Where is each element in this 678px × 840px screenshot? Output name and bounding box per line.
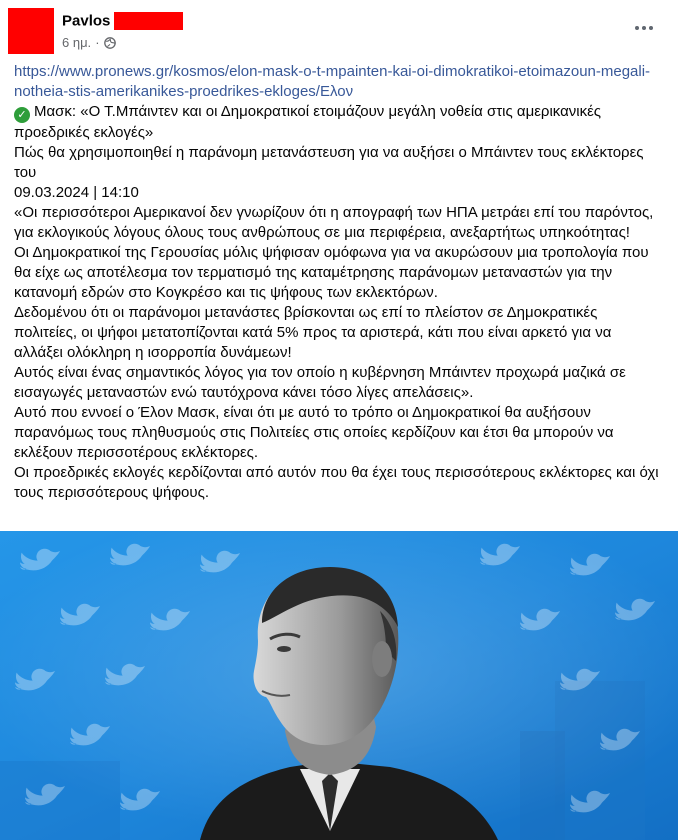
article-link[interactable]: https://www.pronews.gr/kosmos/elon-mask-o-t-mpainten-kai-oi-dimokratikoi-etoimazoun-megali-notheia-stis-amerikanikes-proedrikes-ekloges/Ελον <box>14 63 651 100</box>
paragraph-3: Δεδομένου ότι οι παράνομοι μετανάστες βρίσκονται ως επί το πλείστον σε Δημοκρατικές πολιτείες, οι ψήφοι μετατοπίζονται κατά 5% προς τα αριστερά, κάτι που είναι αρκετό για να αλλάξει ολόκληρη η ισορροπία δυνάμεων! <box>14 304 612 361</box>
post-meta <box>62 35 116 50</box>
meta-separator: · <box>95 35 100 50</box>
author-line <box>62 12 183 32</box>
check-mark-icon: ✓ <box>14 107 30 123</box>
post-date: 09.03.2024 | 14:10 <box>14 184 139 201</box>
post-photo[interactable] <box>0 531 678 840</box>
post-header <box>0 0 678 56</box>
globe-icon[interactable] <box>104 37 116 49</box>
post-text <box>14 62 664 503</box>
paragraph-2: Οι Δημοκρατικοί της Γερουσίας μόλις ψήφισαν ομόφωνα για να ακυρώσουν μια τροπολογία που θα είχε ως αποτέλεσμα τον τερματισμό της καταμέτρησης παράνομων μεταναστών για την κατανομή εδρών στο Κογκρέσο και τις ψήφους των εκλεκτόρων. <box>14 244 649 301</box>
paragraph-1: «Οι περισσότεροι Αμερικανοί δεν γνωρίζουν ότι η απογραφή των ΗΠΑ μετράει επί του παρόντος, για εκλογικούς λόγους όλους τους ανθρώπους σε μια περιφέρεια, ανεξαρτήτως υπηκοότητας! <box>14 204 654 241</box>
post-timestamp[interactable]: 6 ημ. <box>62 35 92 50</box>
paragraph-5: Αυτό που εννοεί ο Έλον Μασκ, είναι ότι με αυτό το τρόπο οι Δημοκρατικοί θα αυξήσουν παρανόμως τους πληθυσμούς στις Πολιτείες στις οποίες κερδίζουν και έτσι θα μπορούν να εκλέξουν περισσοτέρους εκλέκτορες. <box>14 404 614 461</box>
post-headline <box>14 102 664 143</box>
redacted-name-bar <box>114 12 183 30</box>
more-options-icon[interactable] <box>632 22 656 34</box>
avatar[interactable] <box>8 8 54 54</box>
paragraph-4: Αυτός είναι ένας σημαντικός λόγος για τον οποίο η κυβέρνηση Μπάιντεν προχωρά μαζικά σε εισαγωγές μεταναστών ενώ ταυτόχρονα κάνει τόσο λίγες απελάσεις». <box>14 364 626 401</box>
portrait-illustration <box>0 531 678 840</box>
post-subhead: Πώς θα χρησιμοποιηθεί η παράνομη μετανάστευση για να αυξήσει ο Μπάιντεν τους εκλέκτορες του <box>14 144 644 181</box>
headline-text: Μασκ: «Ο Τ.Μπάιντεν και οι Δημοκρατικοί ετοιμάζουν μεγάλη νοθεία στις αμερικανικές προεδρικές εκλογές» <box>14 103 602 141</box>
paragraph-6: Οι προεδρικές εκλογές κερδίζονται από αυτόν που θα έχει τους περισσότερους εκλέκτορες και όχι τους περισσότερους ψήφους. <box>14 464 659 501</box>
author-name[interactable]: Pavlos <box>62 12 111 30</box>
